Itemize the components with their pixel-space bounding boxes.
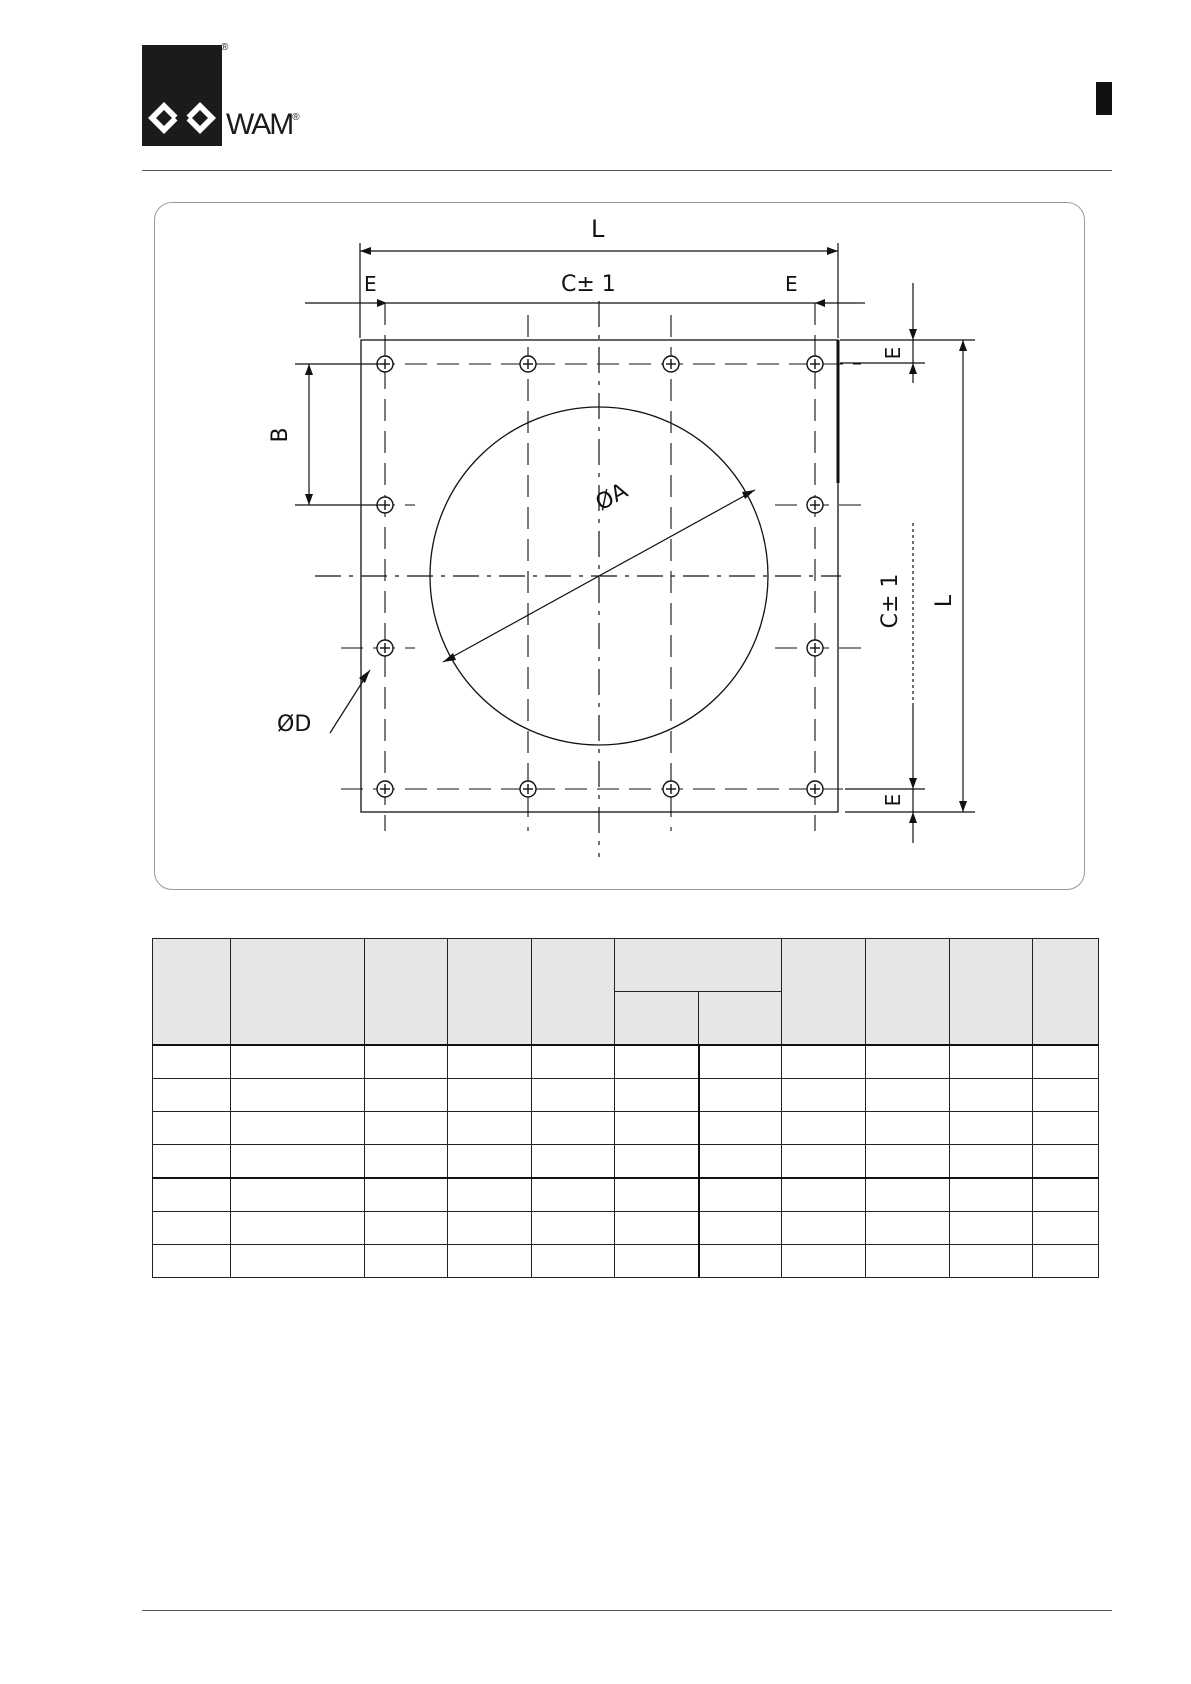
- table-header-group-cell: [615, 939, 782, 992]
- label-diameter-A: ØA: [591, 478, 633, 517]
- dimensions-table: [152, 938, 1099, 1278]
- hole-icon: [807, 781, 823, 797]
- flange-drawing: [155, 203, 1084, 889]
- label-B: B: [268, 427, 293, 443]
- brand-name: WAM: [226, 108, 293, 141]
- hole-icon: [807, 640, 823, 656]
- table-header-cell: [866, 939, 950, 1046]
- footer-rule: [142, 1610, 1112, 1611]
- table-row: [153, 1045, 1099, 1079]
- table-header-cell: [532, 939, 615, 1046]
- table-row: [153, 1178, 1099, 1212]
- label-E-top: E: [881, 346, 905, 360]
- table-header-cell: [950, 939, 1033, 1046]
- table-header-subcell: [699, 992, 782, 1046]
- registered-mark: ®: [221, 42, 229, 53]
- label-C-side: C± 1: [878, 573, 903, 629]
- label-E-right: E: [785, 272, 798, 296]
- drawing-frame: [154, 202, 1085, 890]
- label-L-side: L: [932, 594, 957, 608]
- label-E-left: E: [364, 272, 377, 296]
- table-header-cell: [1033, 939, 1099, 1046]
- brand-registered-mark: ®: [292, 112, 300, 123]
- table-row: [153, 1245, 1099, 1278]
- table-row: [153, 1112, 1099, 1145]
- table-header-subcell: [615, 992, 699, 1046]
- table-header-cell: [231, 939, 365, 1046]
- table-row: [153, 1079, 1099, 1112]
- brand-wordmark: [226, 108, 300, 142]
- hole-icon: [807, 356, 823, 372]
- hole-icon: [520, 781, 536, 797]
- table-header-cell: [365, 939, 448, 1046]
- hole-icon: [807, 497, 823, 513]
- table-row: [153, 1212, 1099, 1245]
- wam-logo: [142, 45, 222, 146]
- hole-icon: [663, 356, 679, 372]
- hole-icon: [377, 640, 393, 656]
- label-C-top: C± 1: [561, 272, 616, 297]
- table-row: [153, 1145, 1099, 1179]
- table-header-cell: [782, 939, 866, 1046]
- section-tab-marker: [1096, 82, 1112, 115]
- header-rule: [142, 170, 1112, 171]
- hole-icon: [520, 356, 536, 372]
- table-header-cell: [448, 939, 532, 1046]
- label-E-bottom: E: [881, 793, 905, 807]
- table-header-cell: [153, 939, 231, 1046]
- label-diameter-D: ØD: [277, 712, 312, 737]
- hole-icon: [663, 781, 679, 797]
- label-L: L: [591, 215, 605, 243]
- hole-icon: [377, 781, 393, 797]
